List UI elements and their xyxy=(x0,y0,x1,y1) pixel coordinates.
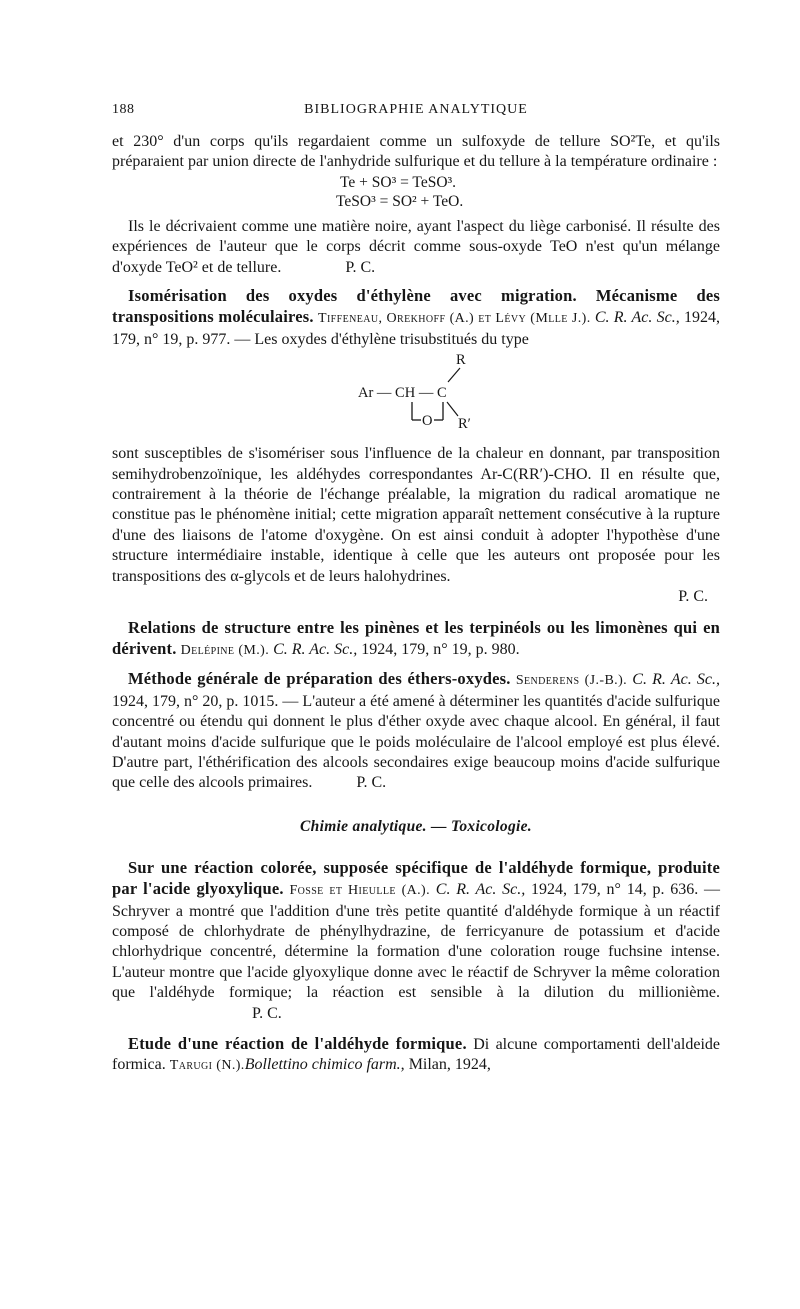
signature: P. C. xyxy=(252,1004,282,1022)
epoxide-structure xyxy=(112,350,720,444)
article-authors: Tiffeneau, Orekhoff (A.) et Lévy (Mlle J.). xyxy=(318,311,591,327)
abstract-glyoxylic xyxy=(112,858,720,1024)
journal-ref: Bollettino chimico farm., xyxy=(244,1056,405,1074)
equation-1: Te + SO³ = TeSO³. xyxy=(340,173,457,191)
intro-paragraph-2: Ils le décrivaient comme une matière noire, ayant l'aspect du liège carbonisé. Il résulte des expériences de l'auteur que le corps décrit comme sous-oxyde TeO n'est qu'un mélange d'oxyde TeO² et de tellure. P. C. xyxy=(112,217,720,276)
signature: P. C. xyxy=(678,588,708,606)
formula-r-label: R xyxy=(456,352,466,369)
abstract-pinenes xyxy=(112,618,720,662)
abstract-text: — L'auteur a été amené à déterminer les quantités d'acide sulfurique concentré ou étendu qui donnent le plus d'éther oxyde avec chaque alcool. En général, il faut d'autant moins d'acide sulfurique que le poids moléculaire de l'alcool employé est plus élevé. D'autre part, l'éthérification des alcools secondaires exige beaucoup moins d'acide sulfurique que celle des alcools primaires. xyxy=(112,692,721,792)
journal-ref: C. R. Ac. Sc., xyxy=(273,640,358,658)
article-title: Isomérisation des oxydes d'éthylène avec migration. Mécanisme des transpositions moléculaires. xyxy=(112,286,720,327)
formula-r-prime: R′ xyxy=(458,416,471,433)
chemical-formula xyxy=(112,350,720,444)
running-title: BIBLIOGRAPHIE ANALYTIQUE xyxy=(304,102,528,117)
intro-paragraph: et 230° d'un corps qu'ils regardaient comme un sulfoxyde de tellure SO²Te, et qu'ils préparaient par union directe de l'anhydride sulfurique et du tellure à la température ordinaire : xyxy=(112,133,720,171)
section-heading: Chimie analytique. — Toxicologie. xyxy=(300,817,532,835)
journal-ref: C. R. Ac. Sc., xyxy=(435,881,526,899)
equation-2: TeSO³ = SO² + TeO. xyxy=(336,192,464,210)
article-authors: Fosse et Hieulle (A.). xyxy=(289,883,431,899)
article-title: Sur une réaction colorée, supposée spécifique de l'aldéhyde formique, produite par l'acide glyoxylique. xyxy=(112,857,720,899)
ref-detail: Milan, 1924, xyxy=(408,1056,491,1074)
article-title: Méthode générale de préparation des éthers-oxydes. xyxy=(128,669,511,689)
ref-detail: 1924, 179, n° 19, p. 977. xyxy=(112,309,721,348)
ref-detail: 1924, 179, n° 20, p. 1015. xyxy=(112,692,279,710)
journal-ref: C. R. Ac. Sc., xyxy=(632,671,721,689)
signature: P. C. xyxy=(345,258,376,276)
signature: P. C. xyxy=(356,774,387,792)
article-title: Relations de structure entre les pinènes et les terpinéols ou les limonènes qui en dérivent. xyxy=(112,617,720,658)
journal-ref: C. R. Ac. Sc., xyxy=(594,309,680,327)
ref-detail: 1924, 179, n° 14, p. 636. xyxy=(531,881,699,899)
abstract-text: — Schryver a montré que l'addition d'une très petite quantité d'aldéhyde formique à un réactif composé de chlorhydrate de phénylhydrazine, de ferricyanure de potassium et d'acide chlorhydrique concentré, détermine la formation d'une coloration rouge fuchsine intense. L'auteur montre que l'acide glyoxylique donne avec le réactif de Schryver la même coloration que l'aldéhyde formique; la réaction est sensible à la dilution du millionième. xyxy=(112,881,720,1002)
abstract-ethers xyxy=(112,669,720,793)
abstract-isomerisation-continued: sont susceptibles de s'isomériser sous l'influence de la chaleur en donnant, par transposition semihydrobenzoïnique, les aldéhydes correspondantes Ar-C(RR′)-CHO. Il en résulte que, contrairement à la théorie de l'échange préalable, la migration du radical aromatique ne constitue pas le phénomène initial; cette migration apparaît nettement consécutive à la rupture d'une des liaisons de l'atome d'oxygène. On est ainsi conduit à adopter l'hypothèse d'une structure intermédiaire instable, identique à celle que les auteurs ont proposée pour les transpositions des α-glycols et de leurs halohydrines. P. C. xyxy=(112,444,720,607)
abstract-formaldehyde xyxy=(112,1034,720,1077)
article-title: Etude d'une réaction de l'aldéhyde formique. xyxy=(128,1034,467,1053)
abstract-isomerisation xyxy=(112,286,720,350)
article-authors: Delépine (M.). xyxy=(180,642,270,658)
page-number: 188 xyxy=(112,102,135,117)
formula-main-chain: Ar — CH — C xyxy=(358,385,447,402)
abstract-text: — Les oxydes d'éthylène trisubstitués du type xyxy=(234,330,529,348)
formula-bond-r-prime xyxy=(447,402,458,416)
formula-oxygen: O xyxy=(422,413,433,430)
page-body xyxy=(112,132,720,1077)
formula-bond xyxy=(448,368,460,382)
abstract-text: Di alcune comportamenti dell'aldeide formica. xyxy=(112,1036,721,1074)
article-authors: Tarugi (N.). xyxy=(169,1058,245,1074)
article-authors: Senderens (J.-B.). xyxy=(515,673,628,689)
equations xyxy=(336,173,720,211)
page-header xyxy=(112,100,720,124)
ref-detail: 1924, 179, n° 19, p. 980. xyxy=(361,640,520,658)
